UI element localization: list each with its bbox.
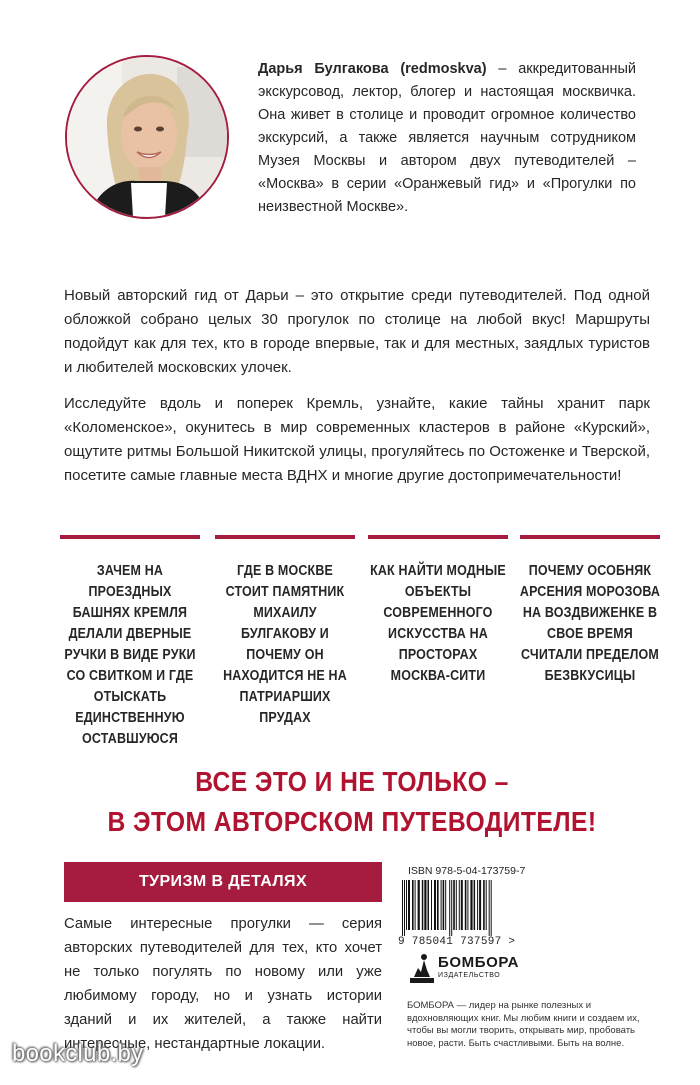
publisher-name: БОМБОРА bbox=[438, 954, 520, 971]
fact-divider bbox=[215, 535, 355, 539]
intro-paragraph-1: Новый авторский гид от Дарьи – это открытие среди путеводителей. Под одной обложкой собрано целых 30 прогулок по столице на любой вкус! Маршруты подойдут как для тех, кто в городе впервые, так и для местных, заядлых туристов и любителей московских улочек. bbox=[64, 287, 650, 376]
fact-column bbox=[60, 535, 200, 750]
intro-paragraph-2: Исследуйте вдоль и поперек Кремль, узнайте, какие тайны хранит парк «Коломенское», окунитесь в мир современных кластеров в районе «Курский», ощутите ритмы Большой Никитской улицы, прогуляйтесь по Остоженке и Тверской, посетите самые главные места ВДНХ и многие другие достопримечательности! bbox=[64, 395, 650, 484]
intro bbox=[64, 284, 650, 500]
fact-divider bbox=[520, 535, 660, 539]
fact-column bbox=[520, 535, 660, 687]
watermark: bookclub.by bbox=[12, 1040, 144, 1067]
barcode bbox=[400, 880, 550, 936]
fact-text: ПОЧЕМУ ОСОБНЯК АРСЕНИЯ МОРОЗОВА НА ВОЗДВИЖЕНКЕ В СВОЕ ВРЕМЯ СЧИТАЛИ ПРЕДЕЛОМ БЕЗВКУСИЦЫ bbox=[519, 563, 661, 684]
publisher-subtitle: ИЗДАТЕЛЬСТВО bbox=[438, 972, 501, 979]
author-photo bbox=[65, 55, 229, 219]
slogan-line-1: ВСЕ ЭТО И НЕ ТОЛЬКО – bbox=[195, 766, 509, 797]
slogan-line-2: В ЭТОМ АВТОРСКОМ ПУТЕВОДИТЕЛЕ! bbox=[107, 806, 597, 837]
fact-text: КАК НАЙТИ МОДНЫЕ ОБЪЕКТЫ СОВРЕМЕННОГО ИСКУССТВА НА ПРОСТОРАХ МОСКВА-СИТИ bbox=[370, 563, 506, 684]
author-bio bbox=[258, 58, 636, 219]
publisher-note: БОМБОРА — лидер на рынке полезных и вдохновляющих книг. Мы любим книги и создаем их, чтобы вы могли творить, открывать мир, пробовать новое, расти. Быть счастливыми. Быть на волне. bbox=[407, 1000, 640, 1049]
fact-text: ЗАЧЕМ НА ПРОЕЗДНЫХ БАШНЯХ КРЕМЛЯ ДЕЛАЛИ ДВЕРНЫЕ РУЧКИ В ВИДЕ РУКИ СО СВИТКОМ И ГДЕ ОТЫСКАТЬ ЕДИНСТВЕННУЮ ОСТАВШУЮСЯ bbox=[64, 563, 196, 747]
fact-text: ГДЕ В МОСКВЕ СТОИТ ПАМЯТНИК МИХАИЛУ БУЛГАКОВУ И ПОЧЕМУ ОН НАХОДИТСЯ НЕ НА ПАТРИАРШИХ ПРУДАХ bbox=[223, 563, 347, 726]
barcode-digits: 9 785041 737597 > bbox=[398, 936, 516, 948]
author-bio-text: – аккредитованный экскурсовод, лектор, блогер и настоящая москвичка. Она живет в столице и проводит огромное количество экскурсий, а также является научным сотрудником Музея Москвы и автором двух путеводителей – «Москва» в серии «Оранжевый гид» и «Прогулки по неизвестной Москве». bbox=[258, 61, 636, 215]
fact-column bbox=[215, 535, 355, 729]
series-banner: ТУРИЗМ В ДЕТАЛЯХ bbox=[64, 862, 382, 902]
fact-divider bbox=[368, 535, 508, 539]
author-name: Дарья Булгакова (redmoskva) bbox=[258, 61, 487, 77]
slogan bbox=[60, 762, 644, 842]
fact-divider bbox=[60, 535, 200, 539]
isbn-label: ISBN 978-5-04-173759-7 bbox=[408, 865, 526, 877]
facts-columns bbox=[60, 535, 661, 747]
series-description: Самые интересные прогулки — серия авторских путеводителей для тех, кто хочет не только погулять по новому или уже любимому городу, но и узнать истории зданий и их жителей, а также найти интересные, нестандартные локации. bbox=[64, 916, 382, 1052]
fact-column bbox=[368, 535, 508, 687]
